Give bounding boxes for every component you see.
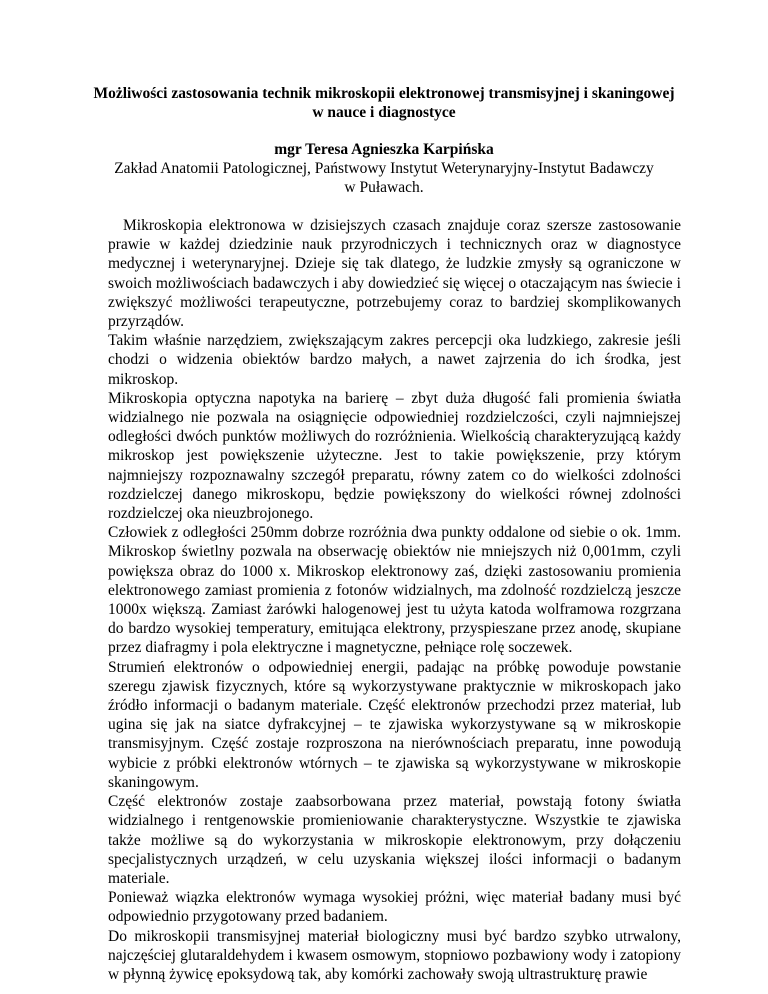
affiliation-line-1: Zakład Anatomii Patologicznej, Państwowy Instytut Weterynaryjny-Instytut Badawczy: [114, 160, 654, 177]
paragraph-vacuum: Ponieważ wiązka elektronów wymaga wysokiej próżni, więc materiał badany musi być odpowiednio przygotowany przed badaniem.: [108, 889, 681, 926]
paragraph-electron-beam: Strumień elektronów o odpowiedniej energii, padając na próbkę powoduje powstanie szeregu zjawisk fizycznych, które są wykorzystywane praktycznie w mikroskopach jako źródło informacji o badanym materiale. Część elektronów przechodzi przez materiał, lub ugina się jak na siatce dyfrakcyjnej – te zjawiska wykorzystywane są w mikroskopie transmisyjnym. Część zostaje rozproszona na nierównościach preparatu, inne powodują wybicie z próbki elektronów wtórnych – te zjawiska są wykorzystywane w mikroskopie skaningowym.: [108, 658, 681, 791]
author-block: [100, 140, 668, 197]
title-line-1: Możliwości zastosowania technik mikroskopii elektronowej transmisyjnej i skaningowej: [93, 85, 675, 102]
author-name: mgr Teresa Agnieszka Karpińska: [274, 141, 494, 158]
document-title: [80, 84, 688, 122]
body-text: [108, 216, 681, 984]
affiliation-line-2: w Puławach.: [344, 179, 424, 196]
paragraph-transmission-prep: Do mikroskopii transmisyjnej materiał biologiczny musi być bardzo szybko utrwalony, najczęściej glutaraldehydem i kwasem osmowym, stopniowo pozbawiony wody i zatopiony w płynną żywicę epoksydową tak, aby komórki zachowały swoją ultrastrukturę prawie: [108, 927, 681, 983]
paragraph-microscope-tool: Takim właśnie narzędziem, zwiększającym zakres percepcji oka ludzkiego, zakresie jeśli chodzi o widzenia obiektów bardzo małych, a nawet zajrzenia do ich środka, jest mikroskop.: [108, 332, 681, 388]
title-line-2: w nauce i diagnostyce: [312, 104, 456, 121]
paragraph-intro: Mikroskopia elektronowa w dzisiejszych czasach znajduje coraz szersze zastosowanie prawie w każdej dziedzinie nauk przyrodniczych i technicznych oraz w diagnostyce medycznej i weterynaryjnej. Dzieje się tak dlatego, że ludzkie zmysły są ograniczone w swoich możliwościach badawczych i aby dowiedzieć się więcej o otaczającym nas świecie i zwiększyć możliwości terapeutyczne, potrzebujemy coraz to bardziej skomplikowanych przyrządów.: [108, 217, 681, 331]
paragraph-optical-barrier: Mikroskopia optyczna napotyka na barierę – zbyt duża długość fali promienia światła widzialnego nie pozwala na osiągnięcie odpowiedniej rozdzielczości, czyli najmniejszej odległości dwóch punktów możliwych do rozróżnienia. Wielkością charakteryzującą każdy mikroskop jest powiększenie użyteczne. Jest to takie powiększenie, przy którym najmniejszy rozpoznawalny szczegół preparatu, równy zatem co do wielkości zdolności rozdzielczej danego mikroskopu, będzie powiększony do wielkości równej zdolności rozdzielczej oka nieuzbrojonego.: [108, 389, 681, 523]
paragraph-absorption: Część elektronów zostaje zaabsorbowana przez materiał, powstają fotony światła widzialnego i rentgenowskie promieniowanie charakterystyczne. Wszystkie te zjawiska także możliwe są do wykorzystania w mikroskopie elektronowym, przy dołączeniu specjalistycznych urządzeń, w celu uzyskania większej ilości informacji o badanym materiale.: [108, 793, 681, 887]
paragraph-resolution: Człowiek z odległości 250mm dobrze rozróżnia dwa punkty oddalone od siebie o ok. 1mm. Mikroskop świetlny pozwala na obserwację obiektów nie mniejszych niż 0,001mm, czyli powiększa obraz do 1000 x. Mikroskop elektronowy zaś, dzięki zastosowaniu promienia elektronowego zamiast promienia z fotonów widzialnych, ma zdolność rozdzielczą jeszcze 1000x większą. Zamiast żarówki halogenowej jest tu użyta katoda wolframowa rozgrzana do bardzo wysokiej temperatury, emitująca elektrony, przyspieszane przez anodę, skupiane przez diafragmy i pola elektryczne i magnetyczne, pełniące rolę soczewek.: [108, 524, 681, 657]
